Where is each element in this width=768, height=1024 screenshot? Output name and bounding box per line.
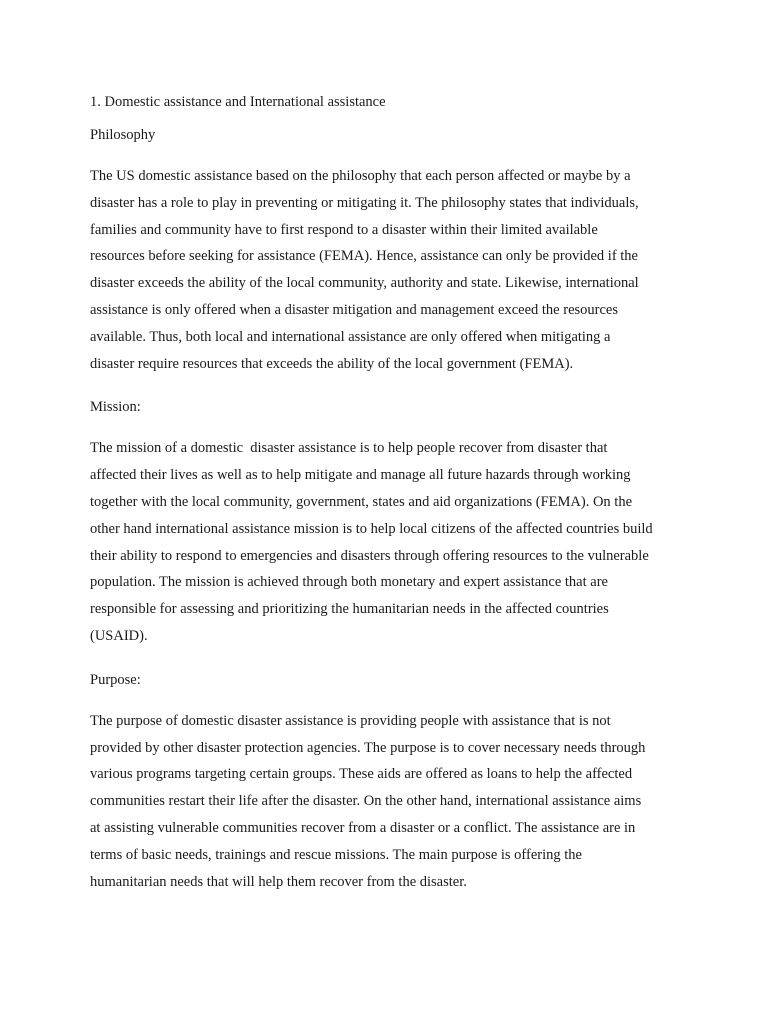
text-line: disaster has a role to play in preventing or mitigating it. The philosophy states that individuals, [90, 194, 639, 211]
text-line: provided by other disaster protection agencies. The purpose is to cover necessary needs through [90, 739, 646, 756]
text-line: other hand international assistance mission is to help local citizens of the affected countries build [90, 520, 653, 537]
text-line: disaster exceeds the ability of the local community, authority and state. Likewise, international [90, 275, 639, 292]
text-line: disaster require resources that exceeds the ability of the local government (FEMA). [90, 355, 574, 372]
text-line: (USAID). [90, 627, 148, 644]
section-heading-mission: Mission: [90, 399, 141, 416]
section-heading-philosophy: Philosophy [90, 127, 156, 143]
text-line: responsible for assessing and prioritizing the humanitarian needs in the affected countries [90, 601, 609, 618]
document-page [90, 92, 680, 895]
text-line: available. Thus, both local and international assistance are only offered when mitigating a [90, 328, 611, 345]
text-line: terms of basic needs, trainings and rescue missions. The main purpose is offering the [90, 846, 582, 863]
text-line: various programs targeting certain groups. These aids are offered as loans to help the affected [90, 766, 633, 783]
section-heading-purpose: Purpose: [90, 671, 141, 688]
text-line: affected their lives as well as to help mitigate and manage all future hazards through working [90, 467, 631, 484]
paragraph-purpose [90, 708, 680, 896]
paragraph-mission [90, 435, 680, 649]
text-line: families and community have to first respond to a disaster within their limited available [90, 221, 598, 238]
paragraph-philosophy [90, 163, 680, 377]
text-line: their ability to respond to emergencies and disasters through offering resources to the vulnerable [90, 547, 649, 564]
text-line: population. The mission is achieved through both monetary and expert assistance that are [90, 574, 608, 591]
text-line: together with the local community, government, states and aid organizations (FEMA). On the [90, 493, 633, 510]
text-line: resources before seeking for assistance (FEMA). Hence, assistance can only be provided if the [90, 248, 638, 265]
text-line: at assisting vulnerable communities recover from a disaster or a conflict. The assistance are in [90, 819, 636, 836]
text-line: communities restart their life after the disaster. On the other hand, international assistance aims [90, 793, 642, 810]
document-title: 1. Domestic assistance and International assistance [90, 94, 386, 110]
text-line: The US domestic assistance based on the philosophy that each person affected or maybe by a [90, 168, 631, 184]
text-line: The mission of a domestic disaster assistance is to help people recover from disaster that [90, 440, 608, 457]
text-line: The purpose of domestic disaster assistance is providing people with assistance that is not [90, 712, 611, 729]
text-line: humanitarian needs that will help them recover from the disaster. [90, 873, 467, 890]
text-line: assistance is only offered when a disaster mitigation and management exceed the resources [90, 301, 618, 318]
